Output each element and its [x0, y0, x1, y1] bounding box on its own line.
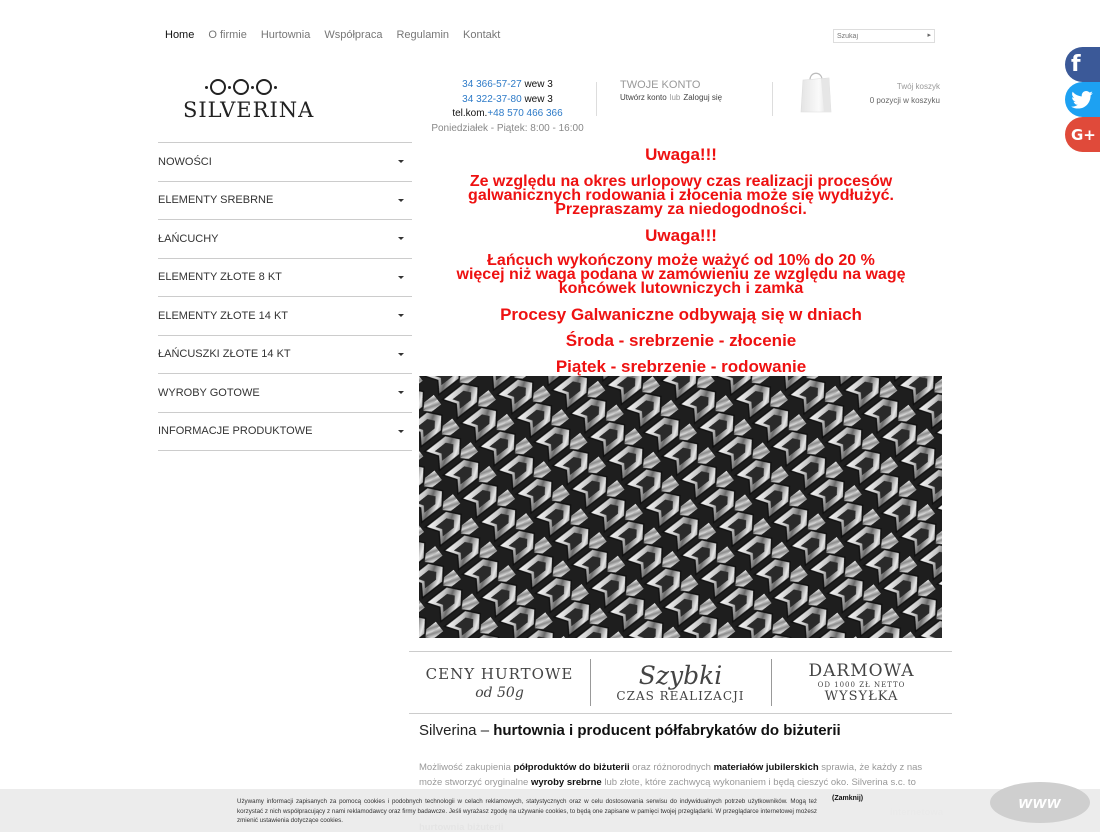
article-title-bold: hurtownia i producent półfabrykatów do biżuterii [493, 722, 841, 739]
nav-hurtownia[interactable]: Hurtownia [260, 29, 311, 41]
notice-line: Przepraszamy za niedogodności. [555, 201, 807, 218]
notice-line: końcówek lutowniczych i zamka [558, 280, 804, 297]
article-title [419, 722, 841, 739]
mobile-phone[interactable]: +48 570 466 366 [487, 108, 563, 119]
cart-title: Twój koszyk [896, 82, 940, 91]
notice-line: Łańcuch wykończony może ważyć od 10% do 20 % [487, 252, 875, 269]
caret-down-icon [398, 430, 404, 433]
notice-heading: Uwaga!!! [645, 226, 717, 245]
chain-banner-image [419, 376, 942, 638]
phone-2[interactable]: 34 322-37-80 [462, 93, 522, 105]
feature-note: OD 1000 ZŁ NETTO [817, 681, 906, 689]
account-box [620, 79, 722, 102]
category-sidebar [158, 142, 412, 451]
sidebar-item-label: WYROBY GOTOWE [158, 386, 260, 399]
article-title-prefix: Silverina – [419, 722, 494, 739]
feature-fast-delivery [590, 652, 771, 713]
feature-free-shipping [771, 652, 952, 713]
notice-line: Ze względu na okres urlopowy czas realizacji procesów [469, 173, 893, 190]
shopping-bag-icon[interactable] [800, 68, 832, 114]
sidebar-item-lancuszki-zlote-14kt[interactable] [158, 336, 412, 375]
caret-down-icon [398, 160, 404, 163]
phone-1-ext: wew 3 [524, 79, 553, 90]
facebook-icon: f [1071, 52, 1081, 77]
caret-down-icon [398, 276, 404, 279]
top-nav [165, 29, 500, 41]
www-badge[interactable]: www [990, 782, 1090, 823]
sidebar-item-label: ELEMENTY SREBRNE [158, 194, 274, 207]
mobile-label: tel.kom. [452, 108, 488, 119]
account-title: TWOJE KONTO [620, 79, 701, 91]
caret-down-icon [398, 391, 404, 394]
notice-heading: Uwaga!!! [645, 145, 717, 164]
header-divider [596, 82, 597, 116]
cookie-bar [0, 789, 1100, 832]
logo-text: SILVERINA [183, 98, 315, 122]
cookie-close-button[interactable]: (Zamknij) [832, 795, 864, 802]
twitter-share-button[interactable] [1065, 82, 1100, 117]
article-text-part: Możliwość zakupienia [419, 762, 514, 773]
cart-count: 0 pozycji w koszyku [869, 96, 940, 105]
google-plus-icon: G+ [1071, 125, 1096, 144]
notice-friday: Piątek - srebrzenie - rodowanie [555, 357, 807, 376]
article-text-part: oraz różnorodnych [629, 762, 714, 773]
create-account-link[interactable]: Utwórz konto [620, 93, 667, 102]
sidebar-item-label: NOWOŚCI [158, 155, 212, 168]
notice-line: galwanicznych rodowania i złocenia może się wydłużyć. [468, 187, 894, 204]
notice-line: więcej niż waga podana w zamówieniu ze względu na wagę [456, 266, 906, 283]
feature-subtitle: WYSYŁKA [824, 689, 899, 704]
article-keyword: materiałów jubilerskich [713, 762, 819, 773]
site-logo[interactable] [183, 78, 315, 122]
logo-rings-icon [183, 78, 298, 96]
facebook-share-button[interactable] [1065, 47, 1100, 82]
contact-info [420, 78, 595, 136]
caret-down-icon [398, 353, 404, 356]
notice-vacation [420, 175, 942, 217]
account-or: lub [669, 93, 681, 102]
sidebar-item-label: ELEMENTY ZŁOTE 8 KT [158, 271, 282, 284]
feature-subtitle: CZAS REALIZACJI [616, 688, 745, 703]
nav-regulamin[interactable]: Regulamin [396, 29, 450, 41]
feature-wholesale-prices [409, 652, 590, 713]
chain-pattern [419, 376, 942, 638]
phone-2-ext: wew 3 [524, 93, 553, 105]
search-box [833, 29, 935, 43]
sidebar-item-label: ŁAŃCUCHY [158, 232, 219, 245]
opening-hours: Poniedziałek - Piątek: 8:00 - 16:00 [431, 122, 584, 134]
feature-subtitle: od 50g [475, 684, 524, 701]
nav-wspolpraca[interactable]: Współpraca [324, 29, 383, 41]
twitter-icon [1071, 91, 1093, 109]
nav-home[interactable]: Home [165, 29, 195, 41]
article-text-part: lub złote, które zachwycą wykonaniem i będą cieszyć oko. Silverina s.c. to [601, 777, 916, 788]
article-keyword: wyroby srebrne [530, 777, 602, 788]
sidebar-item-label: ELEMENTY ZŁOTE 14 KT [158, 309, 289, 322]
notice-weight [420, 254, 942, 296]
search-input[interactable] [834, 30, 920, 42]
phone-1[interactable]: 34 366-57-27 [462, 79, 522, 90]
sidebar-item-wyroby-gotowe[interactable] [158, 374, 412, 413]
cookie-text: Używamy informacji zapisanych za pomocą cookies i podobnych technologii w celach reklamowych, statystycznych oraz w celu dostosowania serwisu do indywidualnych potrzeb użytkowników. Mogą też korzystać z nich współpracujący z nami reklamodawcy oraz firmy badawcze. Jeśli wyrażasz zgodę na używanie cookies, to będą one zapisane w pamięci twojej przeglądarki. W przeglądarce internetowej możesz zmienić ustawienia dotyczące cookies. [237, 798, 817, 824]
nav-o-firmie[interactable]: O firmie [208, 29, 247, 41]
sidebar-item-nowosci[interactable] [158, 143, 412, 182]
notice-days: Procesy Galwaniczne odbywają się w dniach [500, 305, 862, 324]
feature-title: DARMOWA [808, 661, 915, 681]
feature-title: Szybki [638, 660, 723, 690]
sidebar-item-elementy-srebrne[interactable] [158, 182, 412, 221]
caret-down-icon [398, 199, 404, 202]
sidebar-item-label: INFORMACJE PRODUKTOWE [158, 425, 313, 438]
header-divider [772, 82, 773, 116]
sidebar-item-informacje-produktowe[interactable] [158, 413, 412, 452]
search-submit-icon[interactable]: ▸ [927, 32, 931, 39]
features-strip [409, 651, 952, 714]
sidebar-item-label: ŁAŃCUSZKI ZŁOTE 14 KT [158, 348, 291, 361]
sidebar-item-elementy-zlote-14kt[interactable] [158, 297, 412, 336]
notice-wednesday: Środa - srebrzenie - złocenie [565, 331, 797, 350]
login-link[interactable]: Zaloguj się [683, 93, 723, 102]
article-keyword: półproduktów do biżuterii [513, 762, 630, 773]
nav-kontakt[interactable]: Kontakt [463, 29, 501, 41]
cart-box[interactable] [840, 80, 940, 108]
notice-block [420, 143, 942, 377]
caret-down-icon [398, 237, 404, 240]
caret-down-icon [398, 314, 404, 317]
feature-title: CENY HURTOWE [425, 664, 574, 683]
google-plus-share-button[interactable] [1065, 117, 1100, 152]
sidebar-item-lancuchy[interactable] [158, 220, 412, 259]
sidebar-item-elementy-zlote-8kt[interactable] [158, 259, 412, 298]
article-text-part: sprawia, że każdy z nas może stworzyć oryginalne [419, 762, 923, 788]
